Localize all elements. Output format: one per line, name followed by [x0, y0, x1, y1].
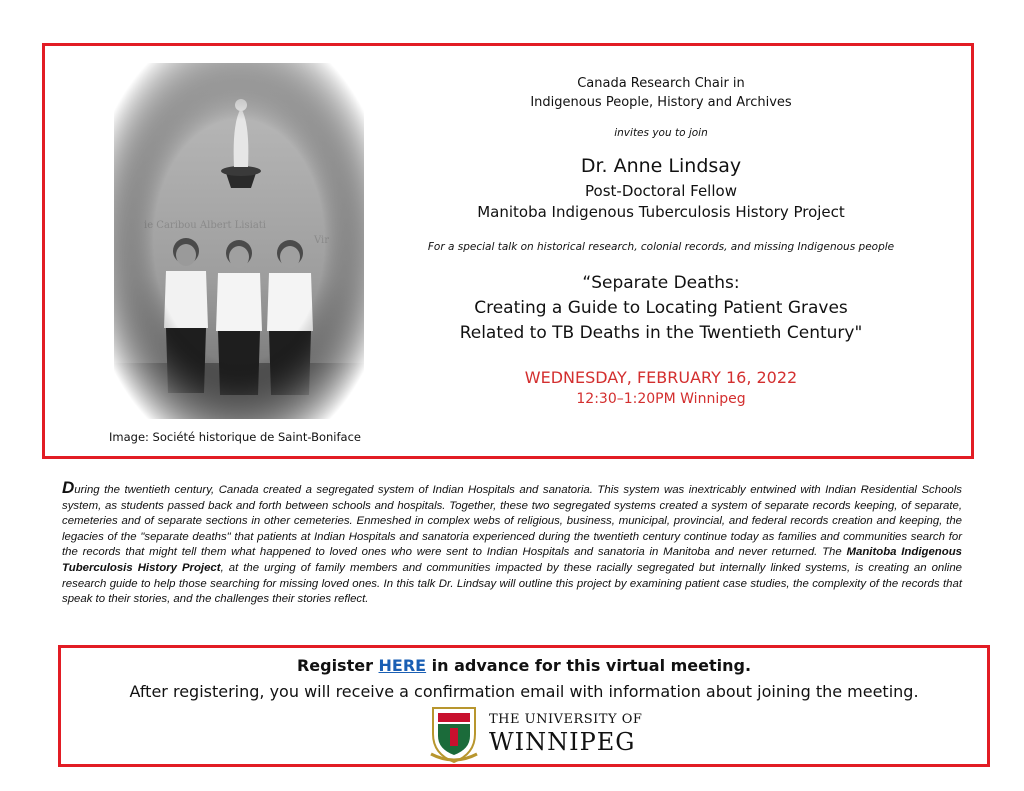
talk-subject: For a special talk on historical research, colonial records, and missing Indigenous people: [427, 241, 895, 253]
talk-description: [62, 480, 962, 608]
register-suffix: in advance for this virtual meeting.: [426, 656, 752, 675]
university-of-text: THE UNIVERSITY OF: [489, 712, 643, 727]
speaker-title: Post-Doctoral Fellow: [585, 182, 737, 200]
photo-caption: Image: Société historique de Saint-Boniface: [109, 430, 361, 444]
description-project-name: Manitoba Indigenous Tuberculosis History Project: [62, 546, 962, 574]
register-link[interactable]: HERE: [378, 656, 427, 675]
register-prefix: Register: [296, 656, 379, 675]
talk-title-line-3: Related to TB Deaths in the Twentieth Century": [459, 323, 863, 343]
speaker-project: Manitoba Indigenous Tuberculosis History Project: [477, 203, 845, 221]
talk-title-line-1: “Separate Deaths:: [582, 273, 740, 293]
historical-photo: [114, 63, 364, 419]
photo-image: [114, 63, 364, 419]
org-line-2: Indigenous People, History and Archives: [530, 95, 792, 110]
university-name: WINNIPEG: [489, 728, 636, 756]
drop-cap: D: [62, 478, 75, 497]
register-line: [61, 656, 987, 675]
event-date: WEDNESDAY, FEBRUARY 16, 2022: [524, 368, 798, 387]
registration-box: [58, 645, 990, 767]
speaker-name: Dr. Anne Lindsay: [580, 155, 742, 177]
talk-title: [381, 271, 941, 346]
crest-icon: [429, 704, 479, 764]
org-name: [381, 74, 941, 112]
event-time: 12:30–1:20PM Winnipeg: [576, 391, 746, 407]
event-details: [381, 74, 941, 407]
description-part-2: , at the urging of family members and communities impacted by these racially segregated but internally linked systems, is creating an online research guide to help those searching for missing loved ones. In this talk Dr. Lindsay will outline this project by examining patient case studies, the complexity of the records that speak to their stories, and the challenges their stories reflect.: [62, 561, 962, 606]
invite-text: invites you to join: [614, 127, 708, 139]
speaker-role: [381, 181, 941, 223]
confirmation-text: After registering, you will receive a confirmation email with information about joining the meeting.: [129, 682, 919, 701]
description-part-1: uring the twentieth century, Canada created a segregated system of Indian Hospitals and sanatoria. This system was inextricably entwined with Indian Residential Schools system, as students passed back and forth between schools and hospitals. Together, these two segregated systems created a system of separate records keeping, of separate, cemeteries and of separate sections in other cemeteries. Enmeshed in complex webs of religious, business, municipal, provincial, and federal records creation and keeping, the legacies of the "separate deaths" that patients at Indian Hospitals and sanatoria experienced during the twentieth century continue today as families and communities search for the records that might tell them what happened to loved ones who were sent to Indian Hospitals and sanatoria in Manitoba and never returned. The: [62, 484, 962, 559]
event-header-box: [42, 43, 974, 459]
org-line-1: Canada Research Chair in: [577, 76, 745, 91]
talk-title-line-2: Creating a Guide to Locating Patient Graves: [474, 298, 848, 318]
university-logo: [429, 704, 649, 764]
